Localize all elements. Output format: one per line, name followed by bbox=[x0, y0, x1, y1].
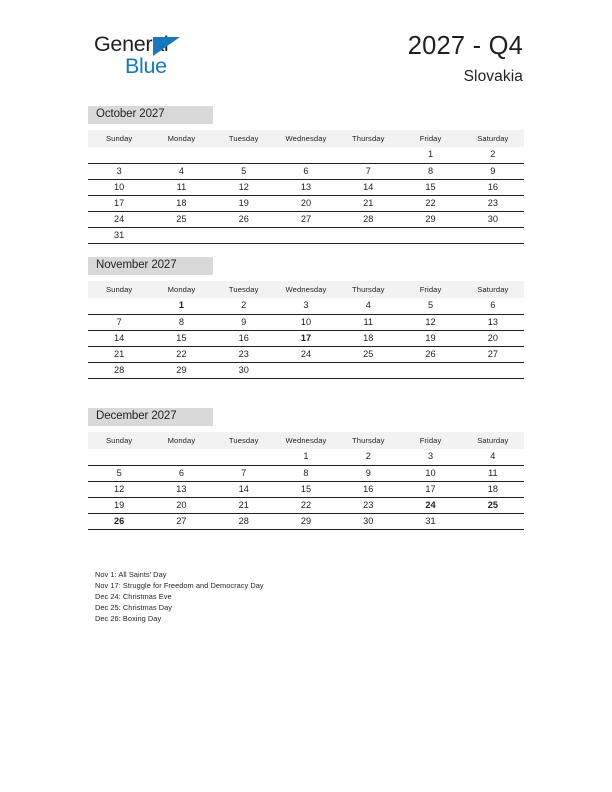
calendar-day[interactable]: 20 bbox=[462, 330, 524, 346]
calendar-day[interactable]: 29 bbox=[150, 362, 212, 378]
calendar-day[interactable]: 16 bbox=[337, 481, 399, 497]
month-title-bar bbox=[88, 106, 213, 124]
calendar-week-row bbox=[88, 179, 524, 195]
calendar-day[interactable]: 23 bbox=[462, 195, 524, 211]
month-title-bar bbox=[88, 257, 213, 275]
calendar-day[interactable]: 4 bbox=[150, 163, 212, 179]
calendar-day-empty bbox=[275, 147, 337, 163]
calendar-week-row bbox=[88, 195, 524, 211]
calendar-day[interactable]: 19 bbox=[88, 497, 150, 513]
calendar-day[interactable]: 10 bbox=[88, 179, 150, 195]
calendar-day-holiday[interactable]: 24 bbox=[399, 497, 461, 513]
calendar-day[interactable]: 4 bbox=[337, 298, 399, 314]
calendar-day-empty bbox=[337, 147, 399, 163]
calendar-day[interactable]: 6 bbox=[275, 163, 337, 179]
calendar-day[interactable]: 21 bbox=[337, 195, 399, 211]
calendar-day[interactable]: 9 bbox=[462, 163, 524, 179]
weekday-header-tuesday: Tuesday bbox=[213, 432, 275, 449]
calendar-day[interactable]: 12 bbox=[88, 481, 150, 497]
calendar-day[interactable]: 15 bbox=[275, 481, 337, 497]
calendar-day-empty bbox=[213, 147, 275, 163]
calendar-day-empty bbox=[88, 298, 150, 314]
calendar-week-row bbox=[88, 481, 524, 497]
calendar-day-empty bbox=[88, 449, 150, 465]
logo-text-general: General bbox=[94, 32, 169, 56]
general-blue-logo bbox=[94, 34, 294, 86]
month-title-label: October 2027 bbox=[96, 108, 165, 121]
calendar-day-empty bbox=[213, 227, 275, 243]
calendar-week-row bbox=[88, 346, 524, 362]
calendar-day[interactable]: 25 bbox=[150, 211, 212, 227]
calendar-day[interactable]: 27 bbox=[150, 513, 212, 529]
holiday-legend-item: Nov 1: All Saints’ Day bbox=[95, 570, 167, 579]
month-title-label: December 2027 bbox=[96, 410, 177, 423]
calendar-day[interactable]: 5 bbox=[399, 298, 461, 314]
calendar-day[interactable]: 23 bbox=[213, 346, 275, 362]
calendar-day-empty bbox=[462, 227, 524, 243]
calendar-day-empty bbox=[150, 227, 212, 243]
calendar-day[interactable]: 28 bbox=[337, 211, 399, 227]
calendar-day[interactable]: 4 bbox=[462, 449, 524, 465]
calendar-week-row bbox=[88, 330, 524, 346]
calendar-week-row bbox=[88, 362, 524, 378]
page-subtitle-country: Slovakia bbox=[463, 68, 523, 86]
weekday-header-friday: Friday bbox=[399, 432, 461, 449]
calendar-day[interactable]: 20 bbox=[275, 195, 337, 211]
calendar-day[interactable]: 27 bbox=[275, 211, 337, 227]
calendar-day[interactable]: 14 bbox=[88, 330, 150, 346]
calendar-day[interactable]: 13 bbox=[150, 481, 212, 497]
calendar-day-empty bbox=[275, 227, 337, 243]
calendar-day[interactable]: 12 bbox=[399, 314, 461, 330]
calendar-day[interactable]: 21 bbox=[88, 346, 150, 362]
calendar-week-row bbox=[88, 497, 524, 513]
calendar-week-row bbox=[88, 449, 524, 465]
weekday-header-thursday: Thursday bbox=[337, 432, 399, 449]
calendar-day[interactable]: 5 bbox=[88, 465, 150, 481]
weekday-header-tuesday: Tuesday bbox=[213, 281, 275, 298]
calendar-day[interactable]: 30 bbox=[462, 211, 524, 227]
calendar-day[interactable]: 10 bbox=[399, 465, 461, 481]
calendar-day[interactable]: 16 bbox=[213, 330, 275, 346]
calendar-day[interactable]: 19 bbox=[213, 195, 275, 211]
calendar-week-row bbox=[88, 147, 524, 163]
calendar-day-empty bbox=[150, 449, 212, 465]
calendar-day[interactable]: 15 bbox=[150, 330, 212, 346]
calendar-day[interactable]: 27 bbox=[462, 346, 524, 362]
calendar-day[interactable]: 13 bbox=[462, 314, 524, 330]
calendar-day[interactable]: 26 bbox=[399, 346, 461, 362]
calendar-day-holiday[interactable]: 26 bbox=[88, 513, 150, 529]
calendar-day[interactable]: 3 bbox=[88, 163, 150, 179]
holiday-legend-item: Nov 17: Struggle for Freedom and Democracy Day bbox=[95, 581, 264, 591]
weekday-header-thursday: Thursday bbox=[337, 281, 399, 298]
calendar-day-empty bbox=[399, 362, 461, 378]
calendar-day[interactable]: 21 bbox=[213, 497, 275, 513]
calendar-day[interactable]: 20 bbox=[150, 497, 212, 513]
weekday-header-wednesday: Wednesday bbox=[275, 130, 337, 147]
calendar-day[interactable]: 28 bbox=[88, 362, 150, 378]
calendar-day[interactable]: 18 bbox=[150, 195, 212, 211]
weekday-header-wednesday: Wednesday bbox=[275, 281, 337, 298]
calendar-day[interactable]: 3 bbox=[275, 298, 337, 314]
calendar-day[interactable]: 2 bbox=[213, 298, 275, 314]
weekday-header-sunday: Sunday bbox=[88, 130, 150, 147]
month-title-bar bbox=[88, 408, 213, 426]
calendar-day[interactable]: 7 bbox=[213, 465, 275, 481]
calendar-day[interactable]: 25 bbox=[337, 346, 399, 362]
weekday-header-row bbox=[88, 281, 524, 298]
weekday-header-tuesday: Tuesday bbox=[213, 130, 275, 147]
calendar-week-row bbox=[88, 163, 524, 179]
calendar-day[interactable]: 29 bbox=[399, 211, 461, 227]
calendar-week-row bbox=[88, 314, 524, 330]
calendar-table bbox=[88, 432, 524, 530]
holiday-legend-item: Dec 24: Christmas Eve bbox=[95, 592, 172, 602]
calendar-day[interactable]: 7 bbox=[337, 163, 399, 179]
weekday-header-sunday: Sunday bbox=[88, 432, 150, 449]
calendar-day[interactable]: 2 bbox=[462, 147, 524, 163]
calendar-table bbox=[88, 281, 524, 379]
calendar-day[interactable]: 9 bbox=[213, 314, 275, 330]
month-title-label: November 2027 bbox=[96, 259, 177, 272]
calendar-week-row bbox=[88, 211, 524, 227]
calendar-day[interactable]: 5 bbox=[213, 163, 275, 179]
calendar-day-empty bbox=[150, 147, 212, 163]
page-header bbox=[0, 0, 612, 100]
calendar-day[interactable]: 1 bbox=[399, 147, 461, 163]
calendar-day[interactable]: 1 bbox=[275, 449, 337, 465]
holiday-legend-item: Dec 25: Christmas Day bbox=[95, 603, 173, 613]
calendar-day[interactable]: 11 bbox=[150, 179, 212, 195]
holiday-legend bbox=[95, 569, 495, 624]
weekday-header-saturday: Saturday bbox=[462, 432, 524, 449]
weekday-header-thursday: Thursday bbox=[337, 130, 399, 147]
calendar-day[interactable]: 31 bbox=[399, 513, 461, 529]
calendar-day[interactable]: 16 bbox=[462, 179, 524, 195]
calendar-day[interactable]: 18 bbox=[337, 330, 399, 346]
calendar-day[interactable]: 22 bbox=[275, 497, 337, 513]
calendar-day[interactable]: 11 bbox=[462, 465, 524, 481]
calendar-table bbox=[88, 130, 524, 244]
calendar-day[interactable]: 28 bbox=[213, 513, 275, 529]
calendar-day[interactable]: 18 bbox=[462, 481, 524, 497]
calendar-day[interactable]: 14 bbox=[213, 481, 275, 497]
calendar-day[interactable]: 17 bbox=[88, 195, 150, 211]
weekday-header-friday: Friday bbox=[399, 281, 461, 298]
calendar-day-empty bbox=[213, 449, 275, 465]
calendar-day-holiday[interactable]: 25 bbox=[462, 497, 524, 513]
weekday-header-row bbox=[88, 130, 524, 147]
calendar-week-row bbox=[88, 513, 524, 529]
calendar-day-empty bbox=[337, 362, 399, 378]
weekday-header-saturday: Saturday bbox=[462, 281, 524, 298]
calendar-day-empty bbox=[337, 227, 399, 243]
calendar-day[interactable]: 17 bbox=[399, 481, 461, 497]
calendar-day[interactable]: 22 bbox=[399, 195, 461, 211]
calendar-day[interactable]: 8 bbox=[150, 314, 212, 330]
calendar-day-empty bbox=[399, 227, 461, 243]
title-block bbox=[408, 32, 523, 87]
calendar-day-empty bbox=[462, 362, 524, 378]
calendar-day[interactable]: 30 bbox=[213, 362, 275, 378]
calendar-day-empty bbox=[275, 362, 337, 378]
calendar-day[interactable]: 9 bbox=[337, 465, 399, 481]
calendar-day[interactable]: 3 bbox=[399, 449, 461, 465]
calendar-day[interactable]: 8 bbox=[275, 465, 337, 481]
weekday-header-sunday: Sunday bbox=[88, 281, 150, 298]
calendar-day[interactable]: 6 bbox=[150, 465, 212, 481]
calendar-day[interactable]: 24 bbox=[275, 346, 337, 362]
calendar-day-empty bbox=[88, 147, 150, 163]
weekday-header-wednesday: Wednesday bbox=[275, 432, 337, 449]
month-block bbox=[88, 257, 524, 379]
weekday-header-friday: Friday bbox=[399, 130, 461, 147]
calendar-day[interactable]: 15 bbox=[399, 179, 461, 195]
calendar-day[interactable]: 10 bbox=[275, 314, 337, 330]
calendar-week-row bbox=[88, 298, 524, 314]
calendar-day[interactable]: 2 bbox=[337, 449, 399, 465]
page-title: 2027 - Q4 bbox=[407, 32, 523, 60]
calendar-day[interactable]: 7 bbox=[88, 314, 150, 330]
month-block bbox=[88, 408, 524, 530]
calendar-week-row bbox=[88, 227, 524, 243]
calendar-day-empty bbox=[462, 513, 524, 529]
calendar-day[interactable]: 8 bbox=[399, 163, 461, 179]
calendar-day[interactable]: 24 bbox=[88, 211, 150, 227]
calendar-day[interactable]: 14 bbox=[337, 179, 399, 195]
calendar-day[interactable]: 6 bbox=[462, 298, 524, 314]
calendar-week-row bbox=[88, 465, 524, 481]
weekday-header-monday: Monday bbox=[150, 432, 212, 449]
calendar-day[interactable]: 30 bbox=[337, 513, 399, 529]
calendar-day[interactable]: 12 bbox=[213, 179, 275, 195]
calendar-day-holiday[interactable]: 1 bbox=[150, 298, 212, 314]
holiday-legend-item: Dec 26: Boxing Day bbox=[95, 614, 162, 624]
calendar-day-holiday[interactable]: 17 bbox=[275, 330, 337, 346]
calendar-day[interactable]: 29 bbox=[275, 513, 337, 529]
weekday-header-monday: Monday bbox=[150, 281, 212, 298]
calendar-day[interactable]: 23 bbox=[337, 497, 399, 513]
weekday-header-row bbox=[88, 432, 524, 449]
weekday-header-monday: Monday bbox=[150, 130, 212, 147]
calendar-day[interactable]: 22 bbox=[150, 346, 212, 362]
calendar-day[interactable]: 19 bbox=[399, 330, 461, 346]
month-block bbox=[88, 106, 524, 244]
calendar-day[interactable]: 11 bbox=[337, 314, 399, 330]
calendar-day[interactable]: 31 bbox=[88, 227, 150, 243]
logo-text-blue: Blue bbox=[125, 54, 167, 78]
calendar-day[interactable]: 26 bbox=[213, 211, 275, 227]
calendar-day[interactable]: 13 bbox=[275, 179, 337, 195]
weekday-header-saturday: Saturday bbox=[462, 130, 524, 147]
